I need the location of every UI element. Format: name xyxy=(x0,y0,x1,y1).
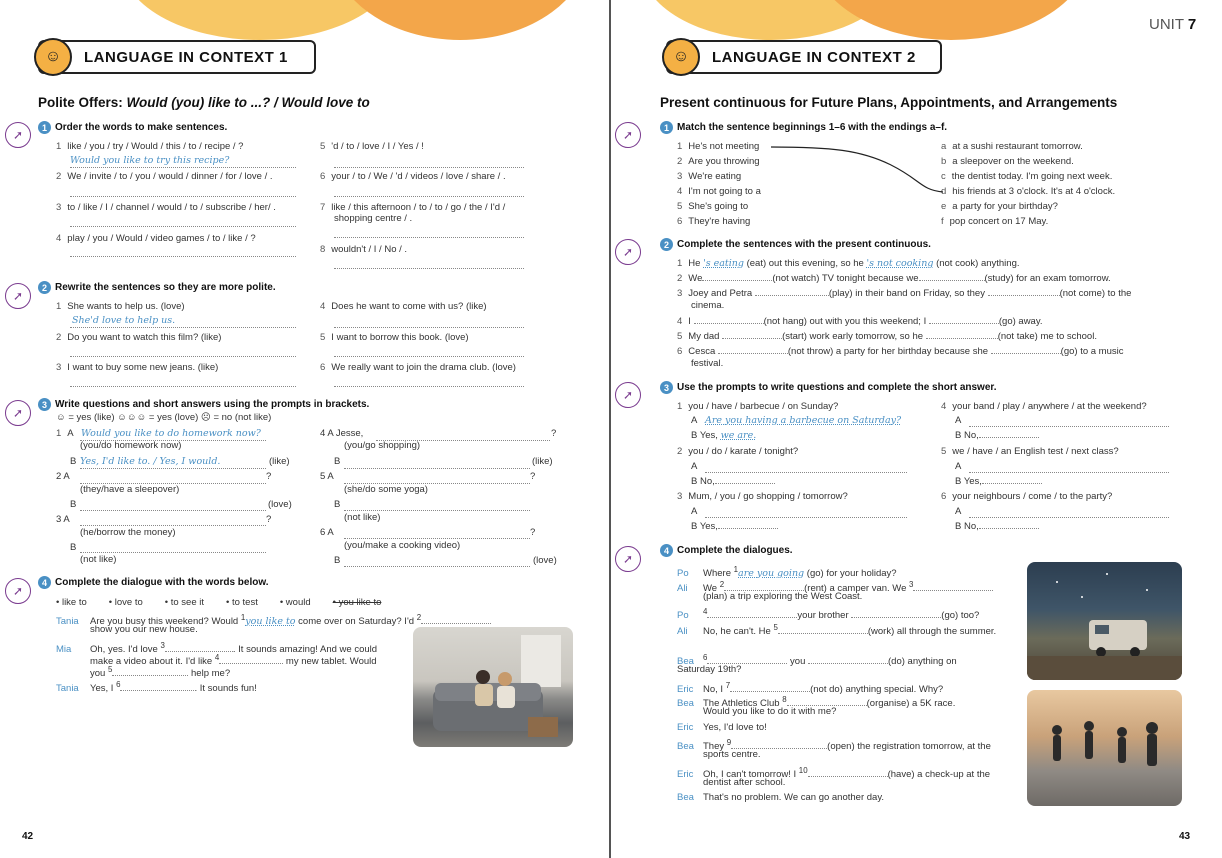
answer-line[interactable] xyxy=(80,468,266,469)
decorative-blob xyxy=(330,0,590,40)
exercise-item: 1 She wants to help us. (love) xyxy=(56,301,185,312)
q1-b-prompt: (like) xyxy=(269,456,290,467)
example-answer: Yes, I'd like to. / Yes, I would. xyxy=(80,456,221,467)
cursor-icon[interactable]: ➚ xyxy=(615,239,641,265)
answer-line[interactable] xyxy=(80,552,266,553)
match-end: a at a sushi restaurant tomorrow. xyxy=(941,141,1083,152)
exercise-item: 4 Does he want to come with us? (like) xyxy=(320,301,487,312)
dialogue-line: Po Where $^1$are you going (go) for your holiday? xyxy=(677,565,897,580)
q4-b-prompt: (like) xyxy=(532,456,553,467)
exercise-item: 5 'd / to / love / I / Yes / ! xyxy=(320,141,424,152)
answer-line[interactable] xyxy=(705,472,907,473)
dialogue-line: Bea That's no problem. We can go another day. xyxy=(677,792,885,803)
prompt: 1 you / have / barbecue / on Sunday? xyxy=(677,401,839,412)
match-begin: 6 They're having xyxy=(677,216,751,227)
exercise-item: 2 We / invite / to / you / would / dinner / for / love / . xyxy=(56,171,273,182)
answer-line[interactable] xyxy=(70,386,296,387)
answer-line[interactable] xyxy=(334,386,524,387)
dialogue-line: Tania Yes, I $^6$ . It sounds fun! xyxy=(56,680,257,695)
q-mark: ? xyxy=(551,428,557,439)
exercise-item-cont: shopping centre / . xyxy=(334,213,413,224)
sentence: 5 My dad (start) work early tomorrow, so he (not take) me to school. xyxy=(677,331,1097,342)
q6-b: B xyxy=(334,555,341,566)
match-end: b a sleepover on the weekend. xyxy=(941,156,1074,167)
prompt-b: B Yes, xyxy=(691,521,778,533)
exercise-item: 1 like / you / try / Would / this / to / recipe / ? xyxy=(56,141,244,152)
dialogue-line: Ali No, he can't. He $^5$ (work) all through the summer. xyxy=(677,623,997,638)
answer-line[interactable] xyxy=(70,226,296,227)
emoji-key: ☺ = yes (like) ☺☺☺ = yes (love) ☹ = no (not like) xyxy=(56,412,272,423)
living-room-photo xyxy=(413,627,573,747)
decorative-blob xyxy=(120,0,400,40)
match-begin: 3 We're eating xyxy=(677,171,742,182)
cursor-icon[interactable]: ➚ xyxy=(615,122,641,148)
cursor-icon[interactable]: ➚ xyxy=(615,546,641,572)
prompt-b: B No, xyxy=(955,430,1039,442)
section-header: LANGUAGE IN CONTEXT 2 xyxy=(666,40,942,74)
q2-b: B xyxy=(70,499,77,510)
dialogue-line: Bea The Athletics Club $^8$ (organise) a 5K race. xyxy=(677,695,956,710)
exercise-title: 3 Use the prompts to write questions and complete the short answer. xyxy=(660,381,997,394)
prompt: 6 your neighbours / come / to the party? xyxy=(941,491,1113,502)
q4-b: B xyxy=(334,456,341,467)
cursor-icon[interactable]: ➚ xyxy=(615,382,641,408)
answer-line[interactable] xyxy=(70,327,296,328)
runners-photo xyxy=(1027,690,1182,806)
answer-line[interactable] xyxy=(334,327,524,328)
section-header: LANGUAGE IN CONTEXT 1 xyxy=(38,40,316,74)
dialogue-line: show you our new house. xyxy=(90,624,198,635)
answer-line[interactable] xyxy=(80,525,266,526)
answer-line[interactable] xyxy=(969,472,1169,473)
q3-b: B xyxy=(70,542,77,553)
dialogue-line: Bea $^6$ you (do) anything on xyxy=(677,653,957,668)
prompt: 4 your band / play / anywhere / at the weekend? xyxy=(941,401,1147,412)
q3-prompt: (he/borrow the money) xyxy=(80,527,176,538)
prompt-a: A xyxy=(691,415,698,426)
q1-prompt: (you/do homework now) xyxy=(80,440,182,451)
q4-a: 4 A Jesse, xyxy=(320,428,364,439)
exercise-item: 3 I want to buy some new jeans. (like) xyxy=(56,362,219,373)
prompt-b: B Yes, xyxy=(955,476,1042,488)
q-mark: ? xyxy=(266,471,272,482)
exercise-title: 3 Write questions and short answers using the prompts in brackets. xyxy=(38,398,369,411)
cursor-icon[interactable]: ➚ xyxy=(5,578,31,604)
dialogue-line: Po $^4$ your brother (go) too? xyxy=(677,607,980,622)
dialogue-line: make a video about it. I'd like $^4$ my new tablet. Would xyxy=(90,653,377,668)
unit-label: UNIT 7 xyxy=(1149,16,1197,33)
answer-line[interactable] xyxy=(70,167,296,168)
answer-line[interactable] xyxy=(70,356,296,357)
example-answer: She'd love to help us. xyxy=(72,315,176,326)
prompt-a: A xyxy=(955,461,962,472)
exercise-title: 4 Complete the dialogues. xyxy=(660,544,793,557)
match-end: d his friends at 3 o'clock. It's at 4 o'clock. xyxy=(941,186,1116,197)
example-answer: Are you having a barbecue on Saturday? xyxy=(705,415,902,426)
q-mark: ? xyxy=(266,514,272,525)
match-begin: 4 I'm not going to a xyxy=(677,186,761,197)
exercise-title: 2 Complete the sentences with the present continuous. xyxy=(660,238,931,251)
prompt-a: A xyxy=(955,415,962,426)
q6-b-prompt: (love) xyxy=(533,555,557,566)
q-mark: ? xyxy=(530,527,536,538)
dialogue-line: Eric No, I $^7$ (not do) anything special. Why? xyxy=(677,681,944,696)
q5-prompt: (she/do some yoga) xyxy=(344,484,428,495)
example-answer: Would you like to do homework now? xyxy=(81,428,261,439)
answer-line[interactable] xyxy=(334,268,524,269)
exercise-title: 4 Complete the dialogue with the words below. xyxy=(38,576,269,589)
match-line xyxy=(611,0,1222,230)
prompt-b: B No, xyxy=(955,521,1039,533)
exercise-item: 4 play / you / Would / video games / to / like / ? xyxy=(56,233,256,244)
section-title: Polite Offers: Would (you) like to ...? / Would love to xyxy=(38,95,370,110)
answer-line[interactable] xyxy=(344,510,530,511)
q1-a: 1 A xyxy=(56,428,74,439)
sentence: 3 Joey and Petra (play) in their band on Friday, so they (not come) to the xyxy=(677,288,1132,299)
exercise-title: 1 Order the words to make sentences. xyxy=(38,121,227,134)
sentence-cont: festival. xyxy=(691,358,724,369)
sentence: 1 He 's eating (eat) out this evening, so he 's not cooking (not cook) anything. xyxy=(677,258,1020,269)
answer-line[interactable] xyxy=(334,196,524,197)
sentence: 6 Cesca (not throw) a party for her birthday because she (go) to a music xyxy=(677,346,1124,357)
q5-b-prompt: (not like) xyxy=(344,512,381,523)
q2-prompt: (they/have a sleepover) xyxy=(80,484,180,495)
prompt-b: B No, xyxy=(691,476,775,488)
prompt: 5 we / have / an English test / next class? xyxy=(941,446,1119,457)
dialogue-line: Saturday 19th? xyxy=(677,664,742,675)
example-answer: Would you like to try this recipe? xyxy=(70,155,230,166)
q5-a: 5 A xyxy=(320,471,334,482)
q2-b-prompt: (love) xyxy=(268,499,292,510)
q-mark: ? xyxy=(530,471,536,482)
camper-van-photo xyxy=(1027,562,1182,680)
cursor-icon[interactable]: ➚ xyxy=(5,122,31,148)
answer-line[interactable] xyxy=(334,237,524,238)
answer-line[interactable] xyxy=(344,468,530,469)
dialogue-line: Bea They $^9$ (open) the registration tomorrow, at the xyxy=(677,738,991,753)
dialogue-line: sports centre. xyxy=(703,749,761,760)
prompt-b: B Yes, we are. xyxy=(691,430,757,441)
exercise-title: 2 Rewrite the sentences so they are more polite. xyxy=(38,281,276,294)
page-number: 43 xyxy=(1179,831,1191,842)
prompt-a: A xyxy=(691,506,698,517)
exercise-title: 1 Match the sentence beginnings 1–6 with the endings a–f. xyxy=(660,121,947,134)
q6-prompt: (you/make a cooking video) xyxy=(344,540,461,551)
speech-bubble-icon: ☺ xyxy=(34,38,72,76)
answer-line[interactable] xyxy=(344,566,530,567)
match-begin: 5 She's going to xyxy=(677,201,749,212)
answer-line[interactable] xyxy=(969,426,1169,427)
answer-line[interactable] xyxy=(80,510,266,511)
page-number: 42 xyxy=(22,831,34,842)
exercise-item: 8 wouldn't / I / No / . xyxy=(320,244,408,255)
prompt-a: A xyxy=(691,461,698,472)
right-page xyxy=(611,0,1222,858)
exercise-item: 6 We really want to join the drama club. (love) xyxy=(320,362,516,373)
q4-prompt: (you/go shopping) xyxy=(344,440,421,451)
answer-line[interactable] xyxy=(70,256,296,257)
exercise-item: 5 I want to borrow this book. (love) xyxy=(320,332,469,343)
dialogue-line: Would you like to do it with me? xyxy=(703,706,837,717)
match-end: c the dentist today. I'm going next week. xyxy=(941,171,1113,182)
answer-line[interactable] xyxy=(705,517,907,518)
answer-line[interactable] xyxy=(334,356,524,357)
dialogue-line: Eric Oh, I can't tomorrow! I $^{10}$ (have) a check-up at the xyxy=(677,766,991,781)
section-title: Present continuous for Future Plans, Appointments, and Arrangements xyxy=(660,95,1118,110)
q2-a: 2 A xyxy=(56,471,70,482)
match-end: e a party for your birthday? xyxy=(941,201,1058,212)
sentence: 2 We (not watch) TV tonight because we (study) for an exam tomorrow. xyxy=(677,273,1111,284)
dialogue-line: dentist after school. xyxy=(703,777,786,788)
dialogue-line: Eric Yes, I'd love to! xyxy=(677,722,767,733)
answer-line[interactable] xyxy=(334,167,524,168)
q6-a: 6 A xyxy=(320,527,334,538)
cursor-icon[interactable]: ➚ xyxy=(5,400,31,426)
dialogue-line: you $^5$ help me? xyxy=(90,665,231,680)
q3-b-prompt: (not like) xyxy=(80,554,117,565)
speech-bubble-icon: ☺ xyxy=(662,38,700,76)
dialogue-line: (plan) a trip exploring the West Coast. xyxy=(703,591,863,602)
dialogue-line: Tania Are you busy this weekend? Would $^1$you like to come over on Saturday? I'd $^2$ xyxy=(56,612,491,628)
cursor-icon[interactable]: ➚ xyxy=(5,283,31,309)
answer-line[interactable] xyxy=(70,196,296,197)
prompt: 3 Mum, / you / go shopping / tomorrow? xyxy=(677,491,848,502)
left-page xyxy=(0,0,610,858)
answer-line[interactable] xyxy=(344,538,530,539)
sentence: 4 I (not hang) out with you this weekend; I (go) away. xyxy=(677,316,1043,327)
exercise-item: 7 like / this afternoon / to / to / go / the / I'd / xyxy=(320,202,506,213)
dialogue-line: Ali We $^2$ (rent) a camper van. We $^3$ xyxy=(677,579,993,595)
match-begin: 1 He's not meeting xyxy=(677,141,760,152)
prompt: 2 you / do / karate / tonight? xyxy=(677,446,799,457)
prompt-a: A xyxy=(955,506,962,517)
exercise-item: 3 to / like / I / channel / would / to / subscribe / her/ . xyxy=(56,202,276,213)
match-end: f pop concert on 17 May. xyxy=(941,216,1049,227)
dialogue-line: Mia Oh, yes. I'd love $^3$ . It sounds amazing! And we could xyxy=(56,641,378,656)
word-bank: • like to • love to • to see it • to test • would • you like to xyxy=(56,597,382,608)
sentence-cont: cinema. xyxy=(691,300,725,311)
answer-line[interactable] xyxy=(969,517,1169,518)
match-begin: 2 Are you throwing xyxy=(677,156,760,167)
exercise-item: 6 your / to / We / 'd / videos / love / share / . xyxy=(320,171,506,182)
q3-a: 3 A xyxy=(56,514,70,525)
q1-b: B xyxy=(70,456,77,467)
exercise-item: 2 Do you want to watch this film? (like) xyxy=(56,332,222,343)
q5-b: B xyxy=(334,499,341,510)
